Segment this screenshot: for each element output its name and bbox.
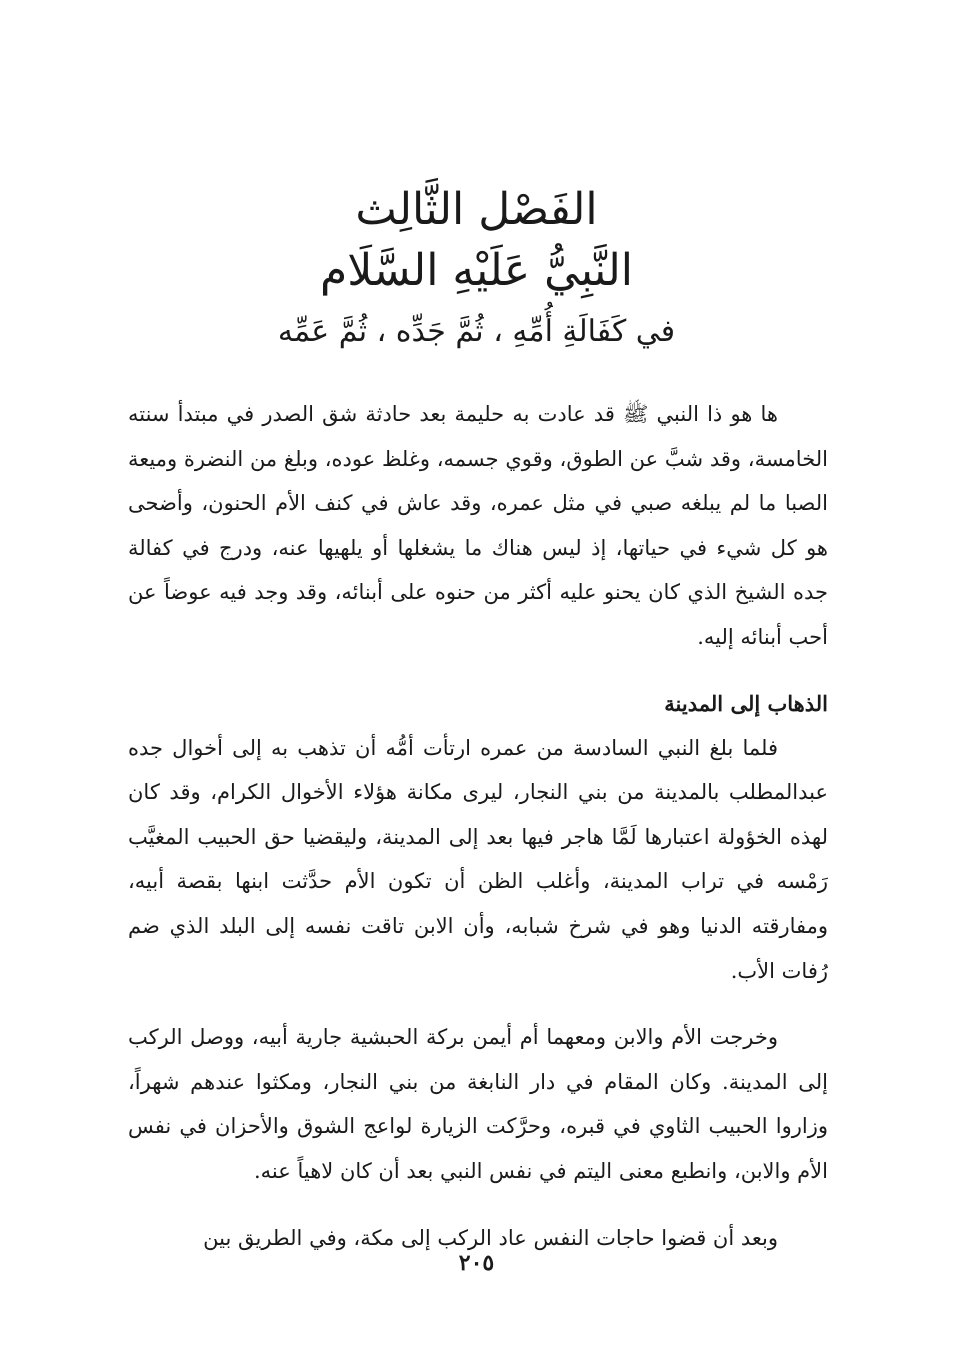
- chapter-number: الفَصْل الثَّالِث: [355, 184, 598, 235]
- paragraph-return: وبعد أن قضوا حاجات النفس عاد الركب إلى مكة، وفي الطريق بين: [203, 1225, 778, 1250]
- paragraph-intro: ها هو ذا النبي ﷺ قد عادت به حليمة بعد حادثة شق الصدر في مبتدأ سنته الخامسة، وقد شبَّ عن الطوق، وقوي جسمه، وغلظ عوده، وبلغ من النضرة وميعة الصبا ما لم يبلغه صبي في مثل عمره، وقد عاش في كنف الأم الحنون، وأضحى هو كل شيء في حياتها، إذ ليس هناك ما يشغلها أو يلهيها عنه، ودرج في كفالة جده الشيخ الذي كان يحنو عليه أكثر من حنوه على أبنائه، وقد وجد فيه عوضاً عن أحب أبنائه إليه.: [128, 402, 828, 649]
- paragraph-medina-2: وخرجت الأم والابن ومعهما أم أيمن بركة الحبشية جارية أبيه، ووصل الركب إلى المدينة. وكان المقام في دار النابغة من بني النجار، ومكثوا عندهم شهراً، وزاروا الحبيب الثاوي في قبره، وحرَّكت الزيارة لواعج الشوق والأحزان في نفس الأم والابن، وانطبع معنى اليتم في نفس النبي بعد أن كان لاهياً عنه.: [128, 1025, 828, 1183]
- paragraph-medina-1: فلما بلغ النبي السادسة من عمره ارتأت أمُّه أن تذهب به إلى أخوال جده عبدالمطلب بالمدينة من بني النجار، ليرى مكانة هؤلاء الأخوال الكرام، وقد كان لهذه الخؤولة اعتبارها لَمَّا هاجر فيها بعد إلى المدينة، وليقضيا حق الحبيب المغيَّب رَمْسه في تراب المدينة، وأغلب الظن أن تكون الأم حدَّثت ابنها بقصة أبيه، ومفارقته الدنيا وهو في شرخ شبابه، وأن الابن تاقت نفسه إلى البلد الذي ضم رُفات الأب.: [128, 735, 828, 983]
- section-heading: الذهاب إلى المدينة: [664, 690, 828, 716]
- body-text: [128, 392, 828, 1260]
- page-number: ٢٠٥: [458, 1250, 495, 1276]
- chapter-title: النَّبِيُّ عَلَيْهِ السَّلَام: [320, 245, 633, 296]
- chapter-subtitle: في كَفَالَةِ أُمِّهِ ، ثُمَّ جَدِّه ، ثُمَّ عَمِّه: [277, 314, 676, 349]
- chapter-heading: [0, 180, 953, 356]
